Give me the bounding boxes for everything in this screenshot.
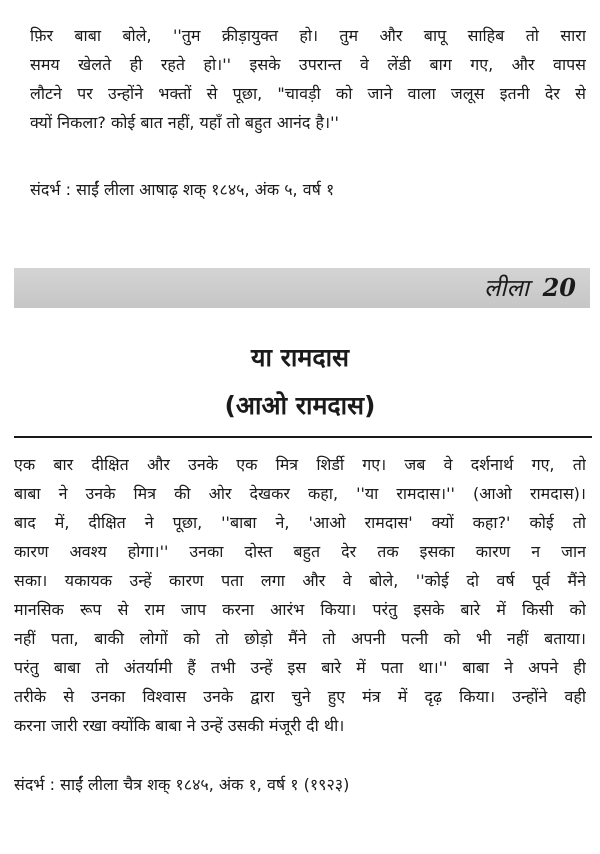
- leela-number: 20: [542, 273, 576, 302]
- text-line: क्यों निकला? कोई बात नहीं, यहाँ तो बहुत आनंद है।'': [30, 113, 339, 132]
- section-header-band: [14, 268, 590, 308]
- text-line: बाबा ने उनके मित्र की ओर देखकर कहा, ''या रामदास।'' (आओ रामदास)।: [14, 484, 586, 503]
- section-header-label: [484, 272, 576, 304]
- text-line: फ़िर बाबा बोले, ''तुम क्रीड़ायुक्त हो। तुम और बापू साहिब तो सारा: [30, 26, 586, 45]
- text-line: करना जारी रखा क्योंकि बाबा ने उन्हें उसकी मंजूरी दी थी।: [14, 716, 345, 735]
- text-line: एक बार दीक्षित और उनके एक मित्र शिर्डी गए। जब वे दर्शनार्थ गए, तो: [14, 455, 586, 474]
- text-line: परंतु बाबा तो अंतर्यामी हैं तभी उन्हें इस बारे में पता था।'' बाबा ने अपने ही: [14, 658, 586, 677]
- title-divider: [14, 436, 592, 438]
- leela-word: लीला: [483, 274, 529, 302]
- text-line: मानसिक रूप से राम जाप करना आरंभ किया। परंतु इसके बारे में किसी को: [14, 600, 586, 619]
- chapter-subtitle: (आओ रामदास): [224, 391, 376, 420]
- bottom-reference: संदर्भ : साईं लीला चैत्र शक् १८४५, अंक १, वर्ष १ (१९२३): [14, 775, 350, 794]
- chapter-title: या रामदास: [251, 343, 349, 372]
- text-line: समय खेलते ही रहते हो।'' इसके उपरान्त वे लेंडी बाग गए, और वापस: [30, 55, 586, 74]
- top-reference: संदर्भ : साईं लीला आषाढ़ शक् १८४५, अंक ५, वर्ष १: [30, 180, 335, 199]
- text-line: कारण अवश्य होगा।'' उनका दोस्त बहुत देर तक इसका कारण न जान: [14, 542, 586, 561]
- text-line: बाद में, दीक्षित ने पूछा, ''बाबा ने, 'आओ रामदास' क्यों कहा?' कोई तो: [14, 513, 586, 532]
- text-line: नहीं पता, बाकी लोगों को तो छोड़ो मैंने तो अपनी पत्नी को भी नहीं बताया।: [14, 629, 586, 648]
- main-paragraph: [14, 450, 586, 740]
- top-paragraph: [30, 21, 586, 137]
- text-line: लौटने पर उन्होंने भक्तों से पूछा, "चावड़ी को जाने वाला जलूस इतनी देर से: [30, 84, 586, 103]
- text-line: तरीके से उनका विश्वास उनके द्वारा चुने हुए मंत्र में दृढ़ किया। उन्होंने वही: [14, 687, 586, 706]
- text-line: सका। यकायक उन्हें कारण पता लगा और वे बोले, ''कोई दो वर्ष पूर्व मैंने: [14, 571, 586, 590]
